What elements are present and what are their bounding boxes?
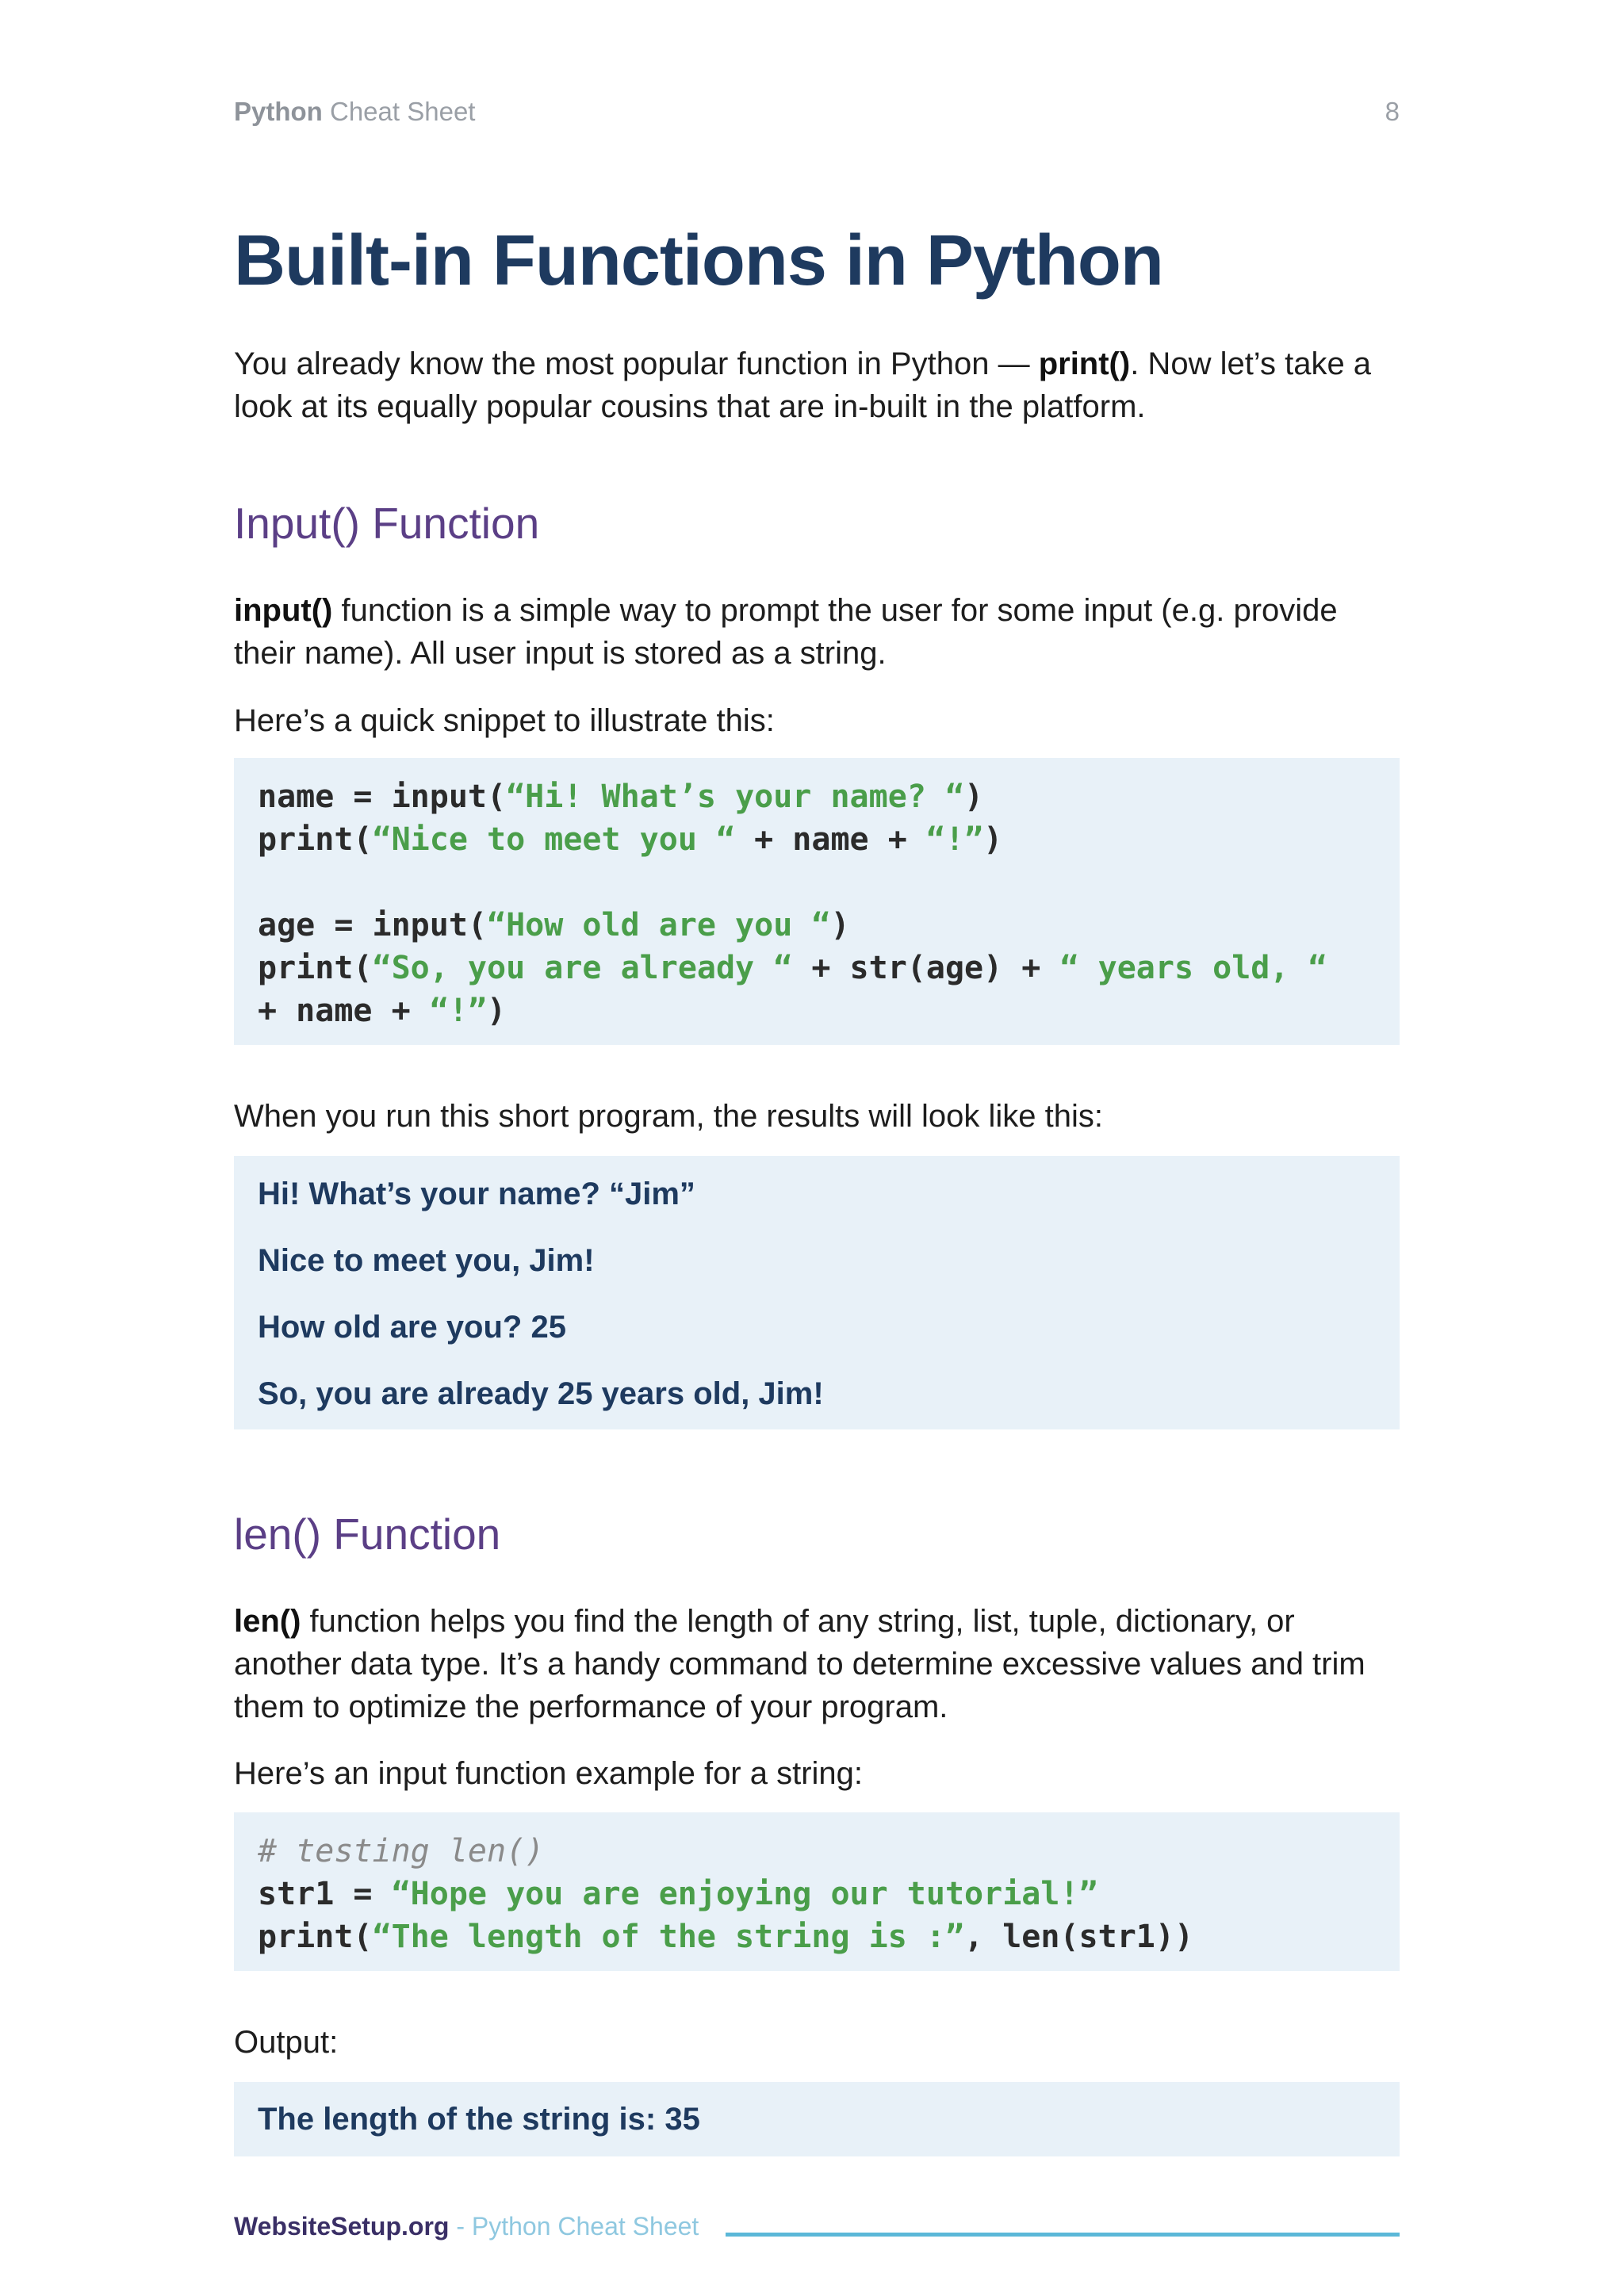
code-line: + name + “!”) xyxy=(258,993,507,1029)
output-line: Hi! What’s your name? “Jim” xyxy=(258,1177,695,1211)
len-code-snippet xyxy=(234,1830,1400,1958)
input-heading: Input() Function xyxy=(234,499,540,548)
code-line: print(“Nice to meet you “ + name + “!”) xyxy=(258,821,1003,858)
header-brand: Python xyxy=(234,97,323,126)
len-desc-text: function helps you find the length of any string, list, tuple, dictionary, or another data type. It’s a handy command to determine excessive values and trim them to optimize the performance of your program. xyxy=(234,1604,1365,1724)
running-header xyxy=(234,97,475,127)
intro-paragraph xyxy=(234,342,1400,428)
code-line: name = input(“Hi! What’s your name? “) xyxy=(258,779,984,815)
len-desc-bold: len() xyxy=(234,1604,301,1639)
input-description xyxy=(234,589,1400,675)
intro-bold: print() xyxy=(1038,346,1131,381)
len-example-intro: Here’s an input function example for a string: xyxy=(234,1756,864,1791)
footer-separator: - xyxy=(449,2212,472,2241)
code-line: print(“So, you are already “ + str(age) + “ years old, “ xyxy=(258,950,1327,986)
output-line: How old are you? 25 xyxy=(258,1310,566,1345)
output-line: Nice to meet you, Jim! xyxy=(258,1243,595,1278)
results-intro: When you run this short program, the results will look like this: xyxy=(234,1099,1103,1134)
input-desc-bold: input() xyxy=(234,593,333,628)
code-line: str1 = “Hope you are enjoying our tutorial!” xyxy=(258,1876,1098,1912)
header-title: Cheat Sheet xyxy=(330,97,476,126)
code-line-blank xyxy=(258,861,1376,904)
code-line: age = input(“How old are you “) xyxy=(258,907,850,943)
len-heading: len() Function xyxy=(234,1510,501,1559)
page-number: 8 xyxy=(1385,97,1400,126)
footer-title: Python Cheat Sheet xyxy=(471,2212,699,2241)
len-description xyxy=(234,1600,1400,1728)
intro-text-end: . Now let’s take a look at its equally popular cousins that are in-built in the platform. xyxy=(234,346,1372,424)
output-line: The length of the string is: 35 xyxy=(258,2102,700,2137)
len-output-block xyxy=(234,2082,1400,2156)
output-label: Output: xyxy=(234,2025,339,2060)
code-snippet xyxy=(234,775,1400,1032)
footer-rule xyxy=(726,2233,1400,2237)
input-desc-text: function is a simple way to prompt the user for some input (e.g. provide their name). All user input is stored as a string. xyxy=(234,593,1338,671)
input-output-block xyxy=(234,1156,1400,1429)
footer-brand: WebsiteSetup.org xyxy=(234,2212,450,2241)
code-comment: # testing len() xyxy=(258,1833,545,1869)
intro-text: You already know the most popular function in Python — xyxy=(234,346,1039,381)
page-title: Built-in Functions in Python xyxy=(234,221,1163,300)
len-code-block xyxy=(234,1812,1400,1971)
output-line: So, you are already 25 years old, Jim! xyxy=(258,1376,824,1411)
footer xyxy=(234,2212,699,2241)
code-line: print(“The length of the string is :”, len(str1)) xyxy=(258,1919,1194,1955)
snippet-intro: Here’s a quick snippet to illustrate this: xyxy=(234,703,775,738)
input-code-block xyxy=(234,758,1400,1045)
